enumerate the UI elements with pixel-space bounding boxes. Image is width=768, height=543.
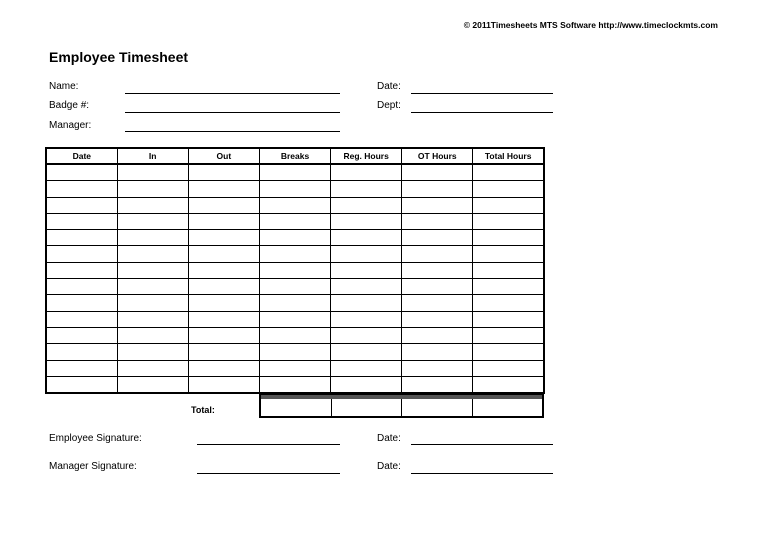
manager-signature-field[interactable]: [197, 473, 340, 474]
table-cell[interactable]: [188, 376, 259, 393]
table-cell[interactable]: [117, 327, 188, 343]
table-cell[interactable]: [331, 311, 402, 327]
table-row: [46, 164, 544, 181]
date-label: Date:: [377, 81, 401, 92]
table-cell[interactable]: [46, 164, 117, 181]
name-label: Name:: [49, 81, 79, 92]
table-cell[interactable]: [188, 360, 259, 376]
table-cell[interactable]: [188, 213, 259, 229]
table-cell[interactable]: [473, 311, 544, 327]
table-cell[interactable]: [331, 327, 402, 343]
table-cell[interactable]: [402, 327, 473, 343]
table-cell[interactable]: [188, 279, 259, 295]
table-cell[interactable]: [188, 164, 259, 181]
table-cell[interactable]: [259, 246, 330, 262]
table-cell[interactable]: [188, 246, 259, 262]
column-header-reg-hours: Reg. Hours: [331, 148, 402, 164]
table-cell[interactable]: [473, 181, 544, 197]
table-cell[interactable]: [46, 311, 117, 327]
table-cell[interactable]: [188, 295, 259, 311]
table-cell[interactable]: [188, 181, 259, 197]
column-header-ot-hours: OT Hours: [402, 148, 473, 164]
table-cell[interactable]: [259, 213, 330, 229]
table-row: [46, 311, 544, 327]
table-cell[interactable]: [402, 262, 473, 278]
table-cell[interactable]: [188, 230, 259, 246]
table-cell[interactable]: [331, 262, 402, 278]
employee-signature-label: Employee Signature:: [49, 433, 142, 444]
table-cell[interactable]: [46, 279, 117, 295]
table-cell[interactable]: [46, 246, 117, 262]
column-header-breaks: Breaks: [259, 148, 330, 164]
table-cell[interactable]: [473, 164, 544, 181]
table-cell[interactable]: [331, 181, 402, 197]
table-cell[interactable]: [402, 197, 473, 213]
table-cell[interactable]: [117, 279, 188, 295]
table-cell[interactable]: [473, 279, 544, 295]
name-field[interactable]: [125, 93, 340, 94]
table-cell[interactable]: [402, 279, 473, 295]
table-cell[interactable]: [331, 376, 402, 393]
table-cell[interactable]: [402, 295, 473, 311]
timesheet-table: [45, 147, 545, 394]
copyright-notice: © 2011Timesheets MTS Software http://www.timeclockmts.com: [463, 20, 718, 30]
table-cell[interactable]: [473, 262, 544, 278]
table-row: [46, 230, 544, 246]
dept-label: Dept:: [377, 100, 401, 111]
table-cell[interactable]: [402, 311, 473, 327]
table-cell[interactable]: [117, 360, 188, 376]
table-cell[interactable]: [331, 344, 402, 360]
table-cell[interactable]: [117, 164, 188, 181]
table-cell[interactable]: [402, 230, 473, 246]
table-row: [46, 376, 544, 393]
total-label: Total:: [191, 405, 215, 415]
table-cell[interactable]: [331, 197, 402, 213]
table-cell[interactable]: [402, 376, 473, 393]
table-row: [46, 197, 544, 213]
table-row: [46, 327, 544, 343]
table-cell[interactable]: [331, 295, 402, 311]
table-cell[interactable]: [188, 344, 259, 360]
table-cell[interactable]: [46, 295, 117, 311]
table-cell[interactable]: [46, 213, 117, 229]
table-row: [46, 181, 544, 197]
table-cell[interactable]: [473, 295, 544, 311]
table-cell[interactable]: [473, 213, 544, 229]
table-cell[interactable]: [259, 360, 330, 376]
table-cell[interactable]: [46, 327, 117, 343]
table-cell[interactable]: [331, 279, 402, 295]
table-cell[interactable]: [117, 181, 188, 197]
badge-label: Badge #:: [49, 100, 90, 111]
table-cell[interactable]: [331, 230, 402, 246]
table-cell[interactable]: [259, 181, 330, 197]
table-cell[interactable]: [46, 360, 117, 376]
table-row: [46, 360, 544, 376]
table-cell[interactable]: [259, 327, 330, 343]
table-cell[interactable]: [46, 230, 117, 246]
table-cell[interactable]: [331, 164, 402, 181]
table-row: [46, 213, 544, 229]
table-cell[interactable]: [46, 262, 117, 278]
column-header-in: In: [117, 148, 188, 164]
table-cell[interactable]: [473, 197, 544, 213]
table-cell[interactable]: [117, 311, 188, 327]
table-cell[interactable]: [259, 164, 330, 181]
table-cell[interactable]: [331, 360, 402, 376]
table-cell[interactable]: [331, 246, 402, 262]
totals-row: [259, 393, 544, 418]
employee-signature-date-label: Date:: [377, 433, 401, 444]
table-cell[interactable]: [117, 262, 188, 278]
table-header-row: [46, 148, 544, 164]
table-cell[interactable]: [188, 327, 259, 343]
table-cell[interactable]: [402, 360, 473, 376]
manager-signature-label: Manager Signature:: [49, 461, 137, 472]
column-header-out: Out: [188, 148, 259, 164]
table-cell[interactable]: [188, 197, 259, 213]
table-cell[interactable]: [117, 197, 188, 213]
table-cell[interactable]: [188, 262, 259, 278]
manager-signature-date-field[interactable]: [411, 473, 553, 474]
table-cell[interactable]: [46, 181, 117, 197]
table-cell[interactable]: [117, 344, 188, 360]
column-header-date: Date: [46, 148, 117, 164]
date-field[interactable]: [411, 93, 553, 94]
table-row: [46, 246, 544, 262]
table-cell[interactable]: [259, 279, 330, 295]
table-cell[interactable]: [46, 197, 117, 213]
table-cell[interactable]: [402, 344, 473, 360]
table-cell[interactable]: [473, 376, 544, 393]
table-cell[interactable]: [117, 295, 188, 311]
table-cell[interactable]: [402, 213, 473, 229]
table-cell[interactable]: [473, 344, 544, 360]
employee-signature-field[interactable]: [197, 444, 340, 445]
table-cell[interactable]: [402, 164, 473, 181]
table-cell[interactable]: [188, 311, 259, 327]
badge-field[interactable]: [125, 112, 340, 113]
manager-label: Manager:: [49, 120, 92, 131]
manager-signature-date-label: Date:: [377, 461, 401, 472]
table-cell[interactable]: [259, 230, 330, 246]
table-cell[interactable]: [117, 376, 188, 393]
table-cell[interactable]: [46, 344, 117, 360]
table-cell[interactable]: [331, 213, 402, 229]
table-cell[interactable]: [473, 327, 544, 343]
table-cell[interactable]: [473, 360, 544, 376]
table-row: [46, 279, 544, 295]
column-header-total-hours: Total Hours: [473, 148, 544, 164]
table-row: [46, 262, 544, 278]
table-cell[interactable]: [259, 376, 330, 393]
table-cell[interactable]: [402, 181, 473, 197]
manager-field[interactable]: [125, 131, 340, 132]
table-cell[interactable]: [117, 246, 188, 262]
table-cell[interactable]: [259, 262, 330, 278]
table-cell[interactable]: [259, 344, 330, 360]
employee-signature-date-field[interactable]: [411, 444, 553, 445]
page-title: Employee Timesheet: [49, 49, 189, 65]
table-cell[interactable]: [259, 295, 330, 311]
dept-field[interactable]: [411, 112, 553, 113]
table-row: [46, 344, 544, 360]
table-cell[interactable]: [117, 213, 188, 229]
table-cell[interactable]: [473, 246, 544, 262]
table-row: [46, 295, 544, 311]
table-cell[interactable]: [259, 311, 330, 327]
table-cell[interactable]: [46, 376, 117, 393]
table-cell[interactable]: [402, 246, 473, 262]
table-cell[interactable]: [259, 197, 330, 213]
table-cell[interactable]: [473, 230, 544, 246]
totals-divider-bar: [261, 395, 542, 399]
table-cell[interactable]: [117, 230, 188, 246]
